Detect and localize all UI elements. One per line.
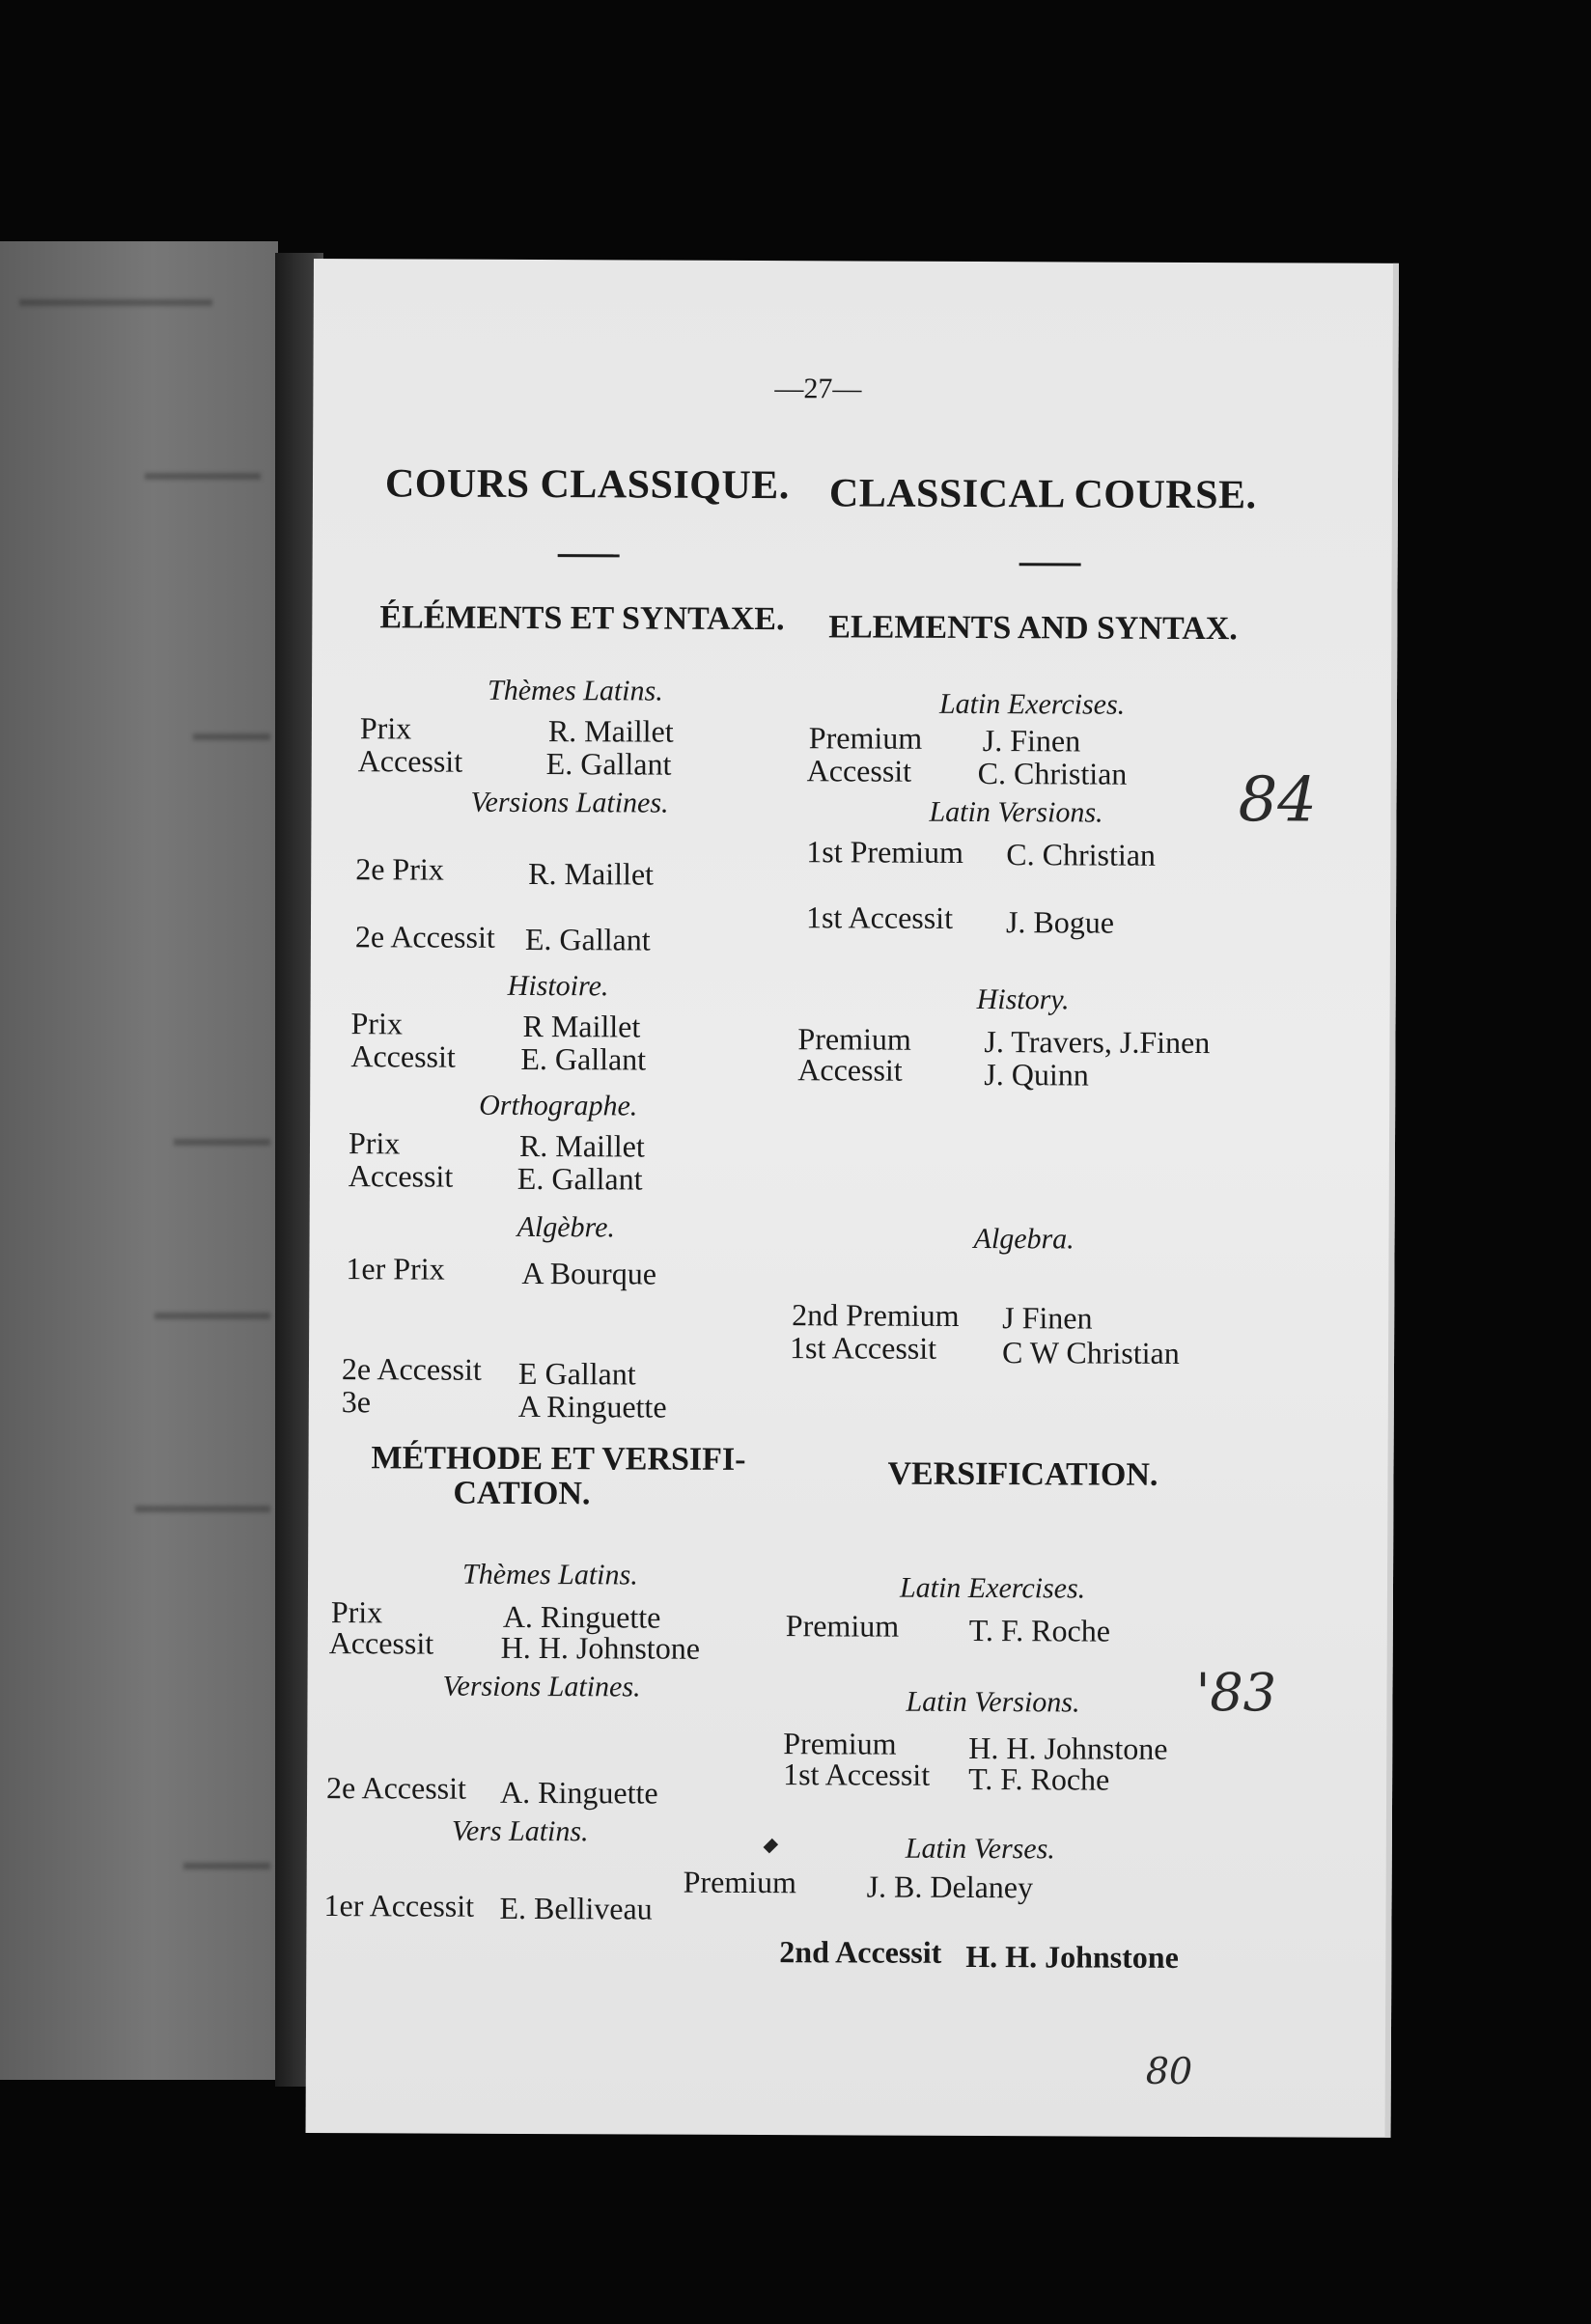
winner-name: E. Gallant — [516, 1160, 643, 1197]
subject-themes-latins: Thèmes Latins. — [461, 1558, 638, 1591]
winner-name: T. F. Roche — [968, 1612, 1111, 1648]
handwritten-note-84: 84 — [1238, 764, 1318, 837]
award-label: 1er Accessit — [323, 1888, 475, 1923]
subject-themes-latins: Thèmes Latins. — [487, 674, 663, 707]
winner-name: T. F. Roche — [968, 1760, 1110, 1797]
winner-name: J. Bogue — [1005, 904, 1115, 940]
winner-name: H. H. Johnstone — [965, 1938, 1179, 1975]
winner-name: J. Quinn — [984, 1057, 1089, 1093]
ink-speck — [764, 1839, 779, 1854]
winner-name: J. B. Delaney — [866, 1868, 1034, 1905]
award-label: Prix — [348, 1125, 401, 1161]
ink-bleed — [154, 1313, 270, 1319]
section-methode-fr-line2: CATION. — [453, 1475, 591, 1512]
winner-name: H. H. Johnstone — [968, 1729, 1168, 1766]
winner-name: R Maillet — [522, 1008, 641, 1044]
winner-name: A. Ringuette — [502, 1598, 661, 1635]
award-label: 2e Prix — [355, 851, 444, 887]
award-label: Accessit — [357, 743, 463, 779]
section-methode-fr-line1: MÉTHODE ET VERSIFI- — [371, 1440, 746, 1478]
subject-versions-latines: Versions Latines. — [470, 786, 669, 819]
award-label: 2e Accessit — [341, 1351, 482, 1387]
winner-name: A Ringuette — [517, 1388, 667, 1425]
ink-bleed — [135, 1506, 270, 1512]
left-page-edge — [0, 241, 278, 2080]
winner-name: E Gallant — [517, 1355, 636, 1392]
award-label: Accessit — [328, 1625, 434, 1661]
winner-name: C. Christian — [1006, 837, 1157, 872]
title-rule-left — [558, 554, 620, 557]
award-label: Prix — [350, 1006, 403, 1041]
section-elements-en: ELEMENTS AND SYNTAX. — [828, 609, 1238, 648]
winner-name: A Bourque — [521, 1255, 657, 1291]
subject-latin-versions: Latin Versions. — [906, 1685, 1080, 1719]
award-label: Prix — [330, 1594, 383, 1630]
winner-name: C. Christian — [977, 756, 1128, 791]
winner-name: E. Gallant — [545, 746, 672, 782]
handwritten-note-83: '83 — [1195, 1662, 1277, 1724]
subject-versions-latines: Versions Latines. — [442, 1670, 641, 1703]
winner-name: E. Gallant — [520, 1040, 647, 1077]
winner-name: E. Gallant — [524, 921, 651, 957]
section-versification-en: VERSIFICATION. — [887, 1455, 1158, 1493]
subject-latin-verses: Latin Verses. — [905, 1832, 1055, 1866]
section-elements-fr: ÉLÉMENTS ET SYNTAXE. — [379, 599, 785, 638]
ink-bleed — [145, 473, 261, 480]
winner-name: H. H. Johnstone — [500, 1629, 701, 1666]
award-label: Premium — [808, 720, 923, 756]
subject-latin-exercises: Latin Exercises. — [899, 1571, 1086, 1605]
award-label: 2e Accessit — [326, 1770, 467, 1806]
page-27 — [306, 259, 1399, 2138]
subject-histoire: Histoire. — [507, 969, 609, 1003]
title-french: COURS CLASSIQUE. — [384, 461, 790, 509]
award-label: Accessit — [348, 1158, 454, 1194]
award-label: Premium — [785, 1608, 900, 1644]
award-label: 2nd Accessit — [779, 1934, 942, 1970]
page-number: —27— — [774, 373, 862, 405]
title-english: CLASSICAL COURSE. — [828, 471, 1257, 518]
winner-name: J Finen — [1002, 1300, 1093, 1336]
award-label: Premium — [797, 1021, 911, 1057]
ink-bleed — [19, 299, 212, 306]
award-label: Accessit — [806, 753, 912, 788]
subject-vers-latins: Vers Latins. — [451, 1814, 589, 1848]
page-edge — [1385, 263, 1399, 2138]
ink-bleed — [193, 733, 270, 740]
award-label: Premium — [683, 1864, 797, 1900]
award-label: Prix — [359, 710, 412, 746]
winner-name: A. Ringuette — [499, 1774, 658, 1811]
subject-algebra: Algebra. — [973, 1222, 1075, 1256]
award-label: 3e — [341, 1384, 372, 1420]
award-label: 1st Accessit — [790, 1330, 937, 1366]
winner-name: J. Travers, J.Finen — [984, 1024, 1211, 1061]
subject-latin-versions: Latin Versions. — [929, 795, 1103, 829]
award-label: Premium — [783, 1726, 897, 1761]
award-label: 1st Accessit — [783, 1757, 931, 1792]
handwritten-note-80: 80 — [1145, 2049, 1193, 2092]
subject-algebre: Algèbre. — [516, 1210, 616, 1244]
ink-bleed — [174, 1139, 270, 1146]
award-label: 2nd Premium — [792, 1297, 960, 1333]
subject-history: History. — [976, 983, 1070, 1016]
award-label: Accessit — [797, 1052, 903, 1088]
subject-orthographe: Orthographe. — [479, 1089, 638, 1122]
winner-name: R. Maillet — [518, 1127, 645, 1164]
subject-latin-exercises: Latin Exercises. — [938, 687, 1126, 721]
ink-bleed — [183, 1863, 270, 1869]
title-rule-right — [1019, 563, 1081, 566]
winner-name: E. Belliveau — [499, 1890, 653, 1926]
winner-name: R. Maillet — [547, 713, 674, 749]
award-label: Accessit — [350, 1038, 456, 1074]
winner-name: J. Finen — [982, 723, 1081, 759]
award-label: 1st Accessit — [805, 899, 954, 935]
winner-name: C W Christian — [1001, 1335, 1180, 1370]
award-label: 1er Prix — [346, 1251, 445, 1286]
winner-name: R. Maillet — [528, 855, 655, 892]
award-label: 2e Accessit — [354, 919, 495, 954]
award-label: 1st Premium — [806, 834, 964, 870]
